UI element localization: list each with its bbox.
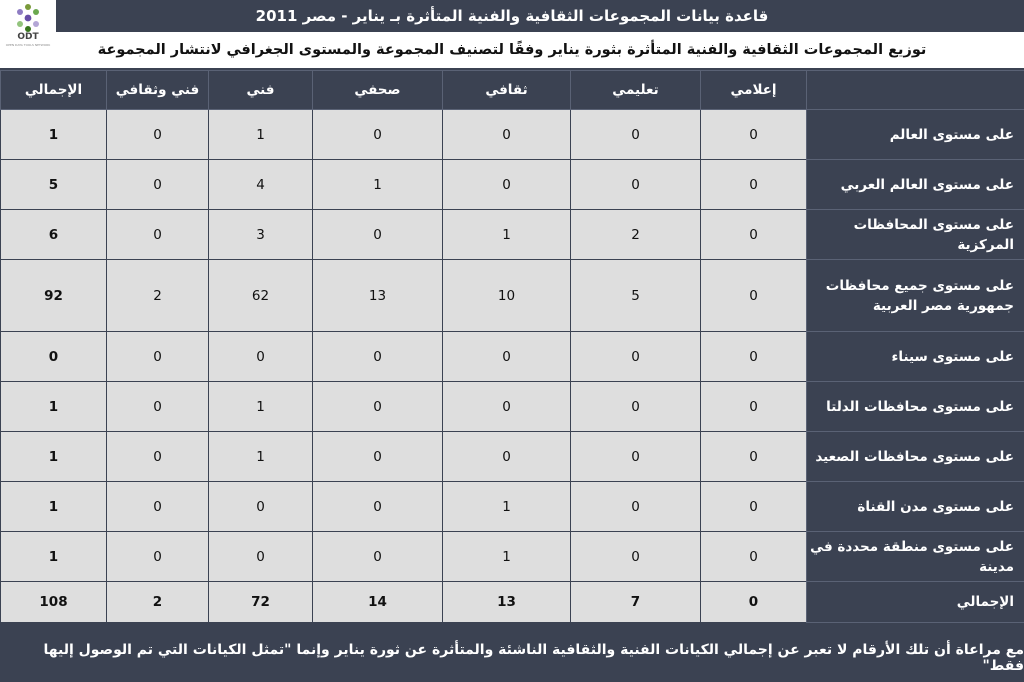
table-cell: 0 xyxy=(571,482,701,532)
table-cell: 0 xyxy=(443,160,571,210)
table-row xyxy=(1,110,1024,160)
table-cell: 0 xyxy=(107,332,209,382)
table-cell: 0 xyxy=(443,332,571,382)
table-row xyxy=(1,160,1024,210)
table-cell: 1 xyxy=(209,382,313,432)
table-cell: 0 xyxy=(313,482,443,532)
table-row xyxy=(1,532,1024,582)
table-cell: 0 xyxy=(443,382,571,432)
table-cell: 5 xyxy=(571,260,701,332)
row-label: على مستوى العالم xyxy=(807,110,1024,160)
total-cell: 7 xyxy=(571,582,701,623)
table-cell: 0 xyxy=(313,532,443,582)
table-cell: 0 xyxy=(107,532,209,582)
row-label: على مستوى محافظات الصعيد xyxy=(807,432,1024,482)
table-cell: 1 xyxy=(209,432,313,482)
row-label: على مستوى مدن القناة xyxy=(807,482,1024,532)
table-cell: 0 xyxy=(571,110,701,160)
table-subtitle-text: توزيع المجموعات الثقافية والفنية المتأثرة بثورة يناير وفقًا لتصنيف المجموعة والمستوى الجغرافي لانتشار المجموعة xyxy=(97,42,927,58)
total-cell: 2 xyxy=(107,582,209,623)
row-total-cell: 1 xyxy=(1,382,107,432)
table-cell: 0 xyxy=(209,482,313,532)
table-cell: 0 xyxy=(571,432,701,482)
row-label: على مستوى منطقة محددة في مدينة xyxy=(807,532,1024,582)
table-row xyxy=(1,332,1024,382)
table-cell: 0 xyxy=(571,332,701,382)
table-row xyxy=(1,432,1024,482)
grand-total-cell: 108 xyxy=(1,582,107,623)
table-cell: 1 xyxy=(443,532,571,582)
row-total-cell: 1 xyxy=(1,432,107,482)
page-title xyxy=(0,0,1024,32)
table-cell: 0 xyxy=(313,210,443,260)
table-cell: 0 xyxy=(701,260,807,332)
column-header: فني xyxy=(209,71,313,110)
table-cell: 0 xyxy=(209,532,313,582)
table-cell: 0 xyxy=(701,210,807,260)
table-cell: 0 xyxy=(209,332,313,382)
table-cell: 0 xyxy=(107,432,209,482)
table-row xyxy=(1,210,1024,260)
odt-logo-icon xyxy=(13,3,43,33)
table-cell: 0 xyxy=(313,382,443,432)
logo-tagline: OPEN DATA TOOLS NETWORK xyxy=(5,43,51,47)
table-row xyxy=(1,482,1024,532)
total-row-label: الإجمالي xyxy=(807,582,1024,623)
table-cell: 0 xyxy=(701,382,807,432)
table-cell: 1 xyxy=(313,160,443,210)
column-header: إعلامي xyxy=(701,71,807,110)
table-cell: 0 xyxy=(701,432,807,482)
table-cell: 0 xyxy=(701,532,807,582)
table-cell: 0 xyxy=(701,332,807,382)
table-total-row xyxy=(1,582,1024,623)
table-cell: 0 xyxy=(107,160,209,210)
table-cell: 0 xyxy=(443,432,571,482)
table-cell: 0 xyxy=(571,532,701,582)
data-table xyxy=(0,70,1024,623)
table-cell: 0 xyxy=(701,110,807,160)
row-total-cell: 1 xyxy=(1,482,107,532)
table-cell: 2 xyxy=(107,260,209,332)
table-cell: 0 xyxy=(107,382,209,432)
row-label: على مستوى محافظات الدلتا xyxy=(807,382,1024,432)
footer-note-text: مع مراعاة أن تلك الأرقام لا تعبر عن إجمالي الكيانات الفنية والثقافية الناشئة والمتأثرة عن ثورة يناير وإنما "تمثل الكيانات التي تم الوصول إليها فقط" xyxy=(43,641,1024,674)
page-title-text: قاعدة بيانات المجموعات الثقافية والفنية المتأثرة بـ يناير - مصر 2011 xyxy=(255,7,769,25)
table-cell: 0 xyxy=(107,210,209,260)
row-label: على مستوى المحافظات المركزية xyxy=(807,210,1024,260)
table-cell: 0 xyxy=(313,110,443,160)
table-cell: 10 xyxy=(443,260,571,332)
table-cell: 1 xyxy=(443,482,571,532)
table-cell: 2 xyxy=(571,210,701,260)
odt-logo xyxy=(0,0,56,68)
table-cell: 1 xyxy=(443,210,571,260)
table-cell: 0 xyxy=(701,160,807,210)
table-cell: 0 xyxy=(313,432,443,482)
table-cell: 0 xyxy=(701,482,807,532)
table-cell: 0 xyxy=(571,160,701,210)
table-cell: 0 xyxy=(107,110,209,160)
column-header: ثقافي xyxy=(443,71,571,110)
row-total-cell: 0 xyxy=(1,332,107,382)
table-cell: 0 xyxy=(571,382,701,432)
row-total-cell: 1 xyxy=(1,532,107,582)
column-header xyxy=(807,71,1024,110)
row-label: على مستوى العالم العربي xyxy=(807,160,1024,210)
row-total-cell: 92 xyxy=(1,260,107,332)
table-row xyxy=(1,260,1024,332)
table-cell: 3 xyxy=(209,210,313,260)
table-cell: 0 xyxy=(313,332,443,382)
table-cell: 13 xyxy=(313,260,443,332)
row-label: على مستوى سيناء xyxy=(807,332,1024,382)
total-cell: 72 xyxy=(209,582,313,623)
table-row xyxy=(1,382,1024,432)
column-header: فني وثقافي xyxy=(107,71,209,110)
footer-note xyxy=(0,633,1024,682)
table-cell: 0 xyxy=(107,482,209,532)
table-cell: 4 xyxy=(209,160,313,210)
row-total-cell: 6 xyxy=(1,210,107,260)
total-cell: 13 xyxy=(443,582,571,623)
table-cell: 62 xyxy=(209,260,313,332)
table-header-row xyxy=(1,71,1024,110)
table-cell: 1 xyxy=(209,110,313,160)
column-header: صحفي xyxy=(313,71,443,110)
total-cell: 14 xyxy=(313,582,443,623)
table-subtitle xyxy=(0,32,1024,68)
row-label: على مستوى جميع محافظات جمهورية مصر العربية xyxy=(807,260,1024,332)
total-cell: 0 xyxy=(701,582,807,623)
column-header: تعليمي xyxy=(571,71,701,110)
table-cell: 0 xyxy=(443,110,571,160)
row-total-cell: 5 xyxy=(1,160,107,210)
logo-text: ODT xyxy=(17,32,39,42)
column-header: الإجمالي xyxy=(1,71,107,110)
row-total-cell: 1 xyxy=(1,110,107,160)
